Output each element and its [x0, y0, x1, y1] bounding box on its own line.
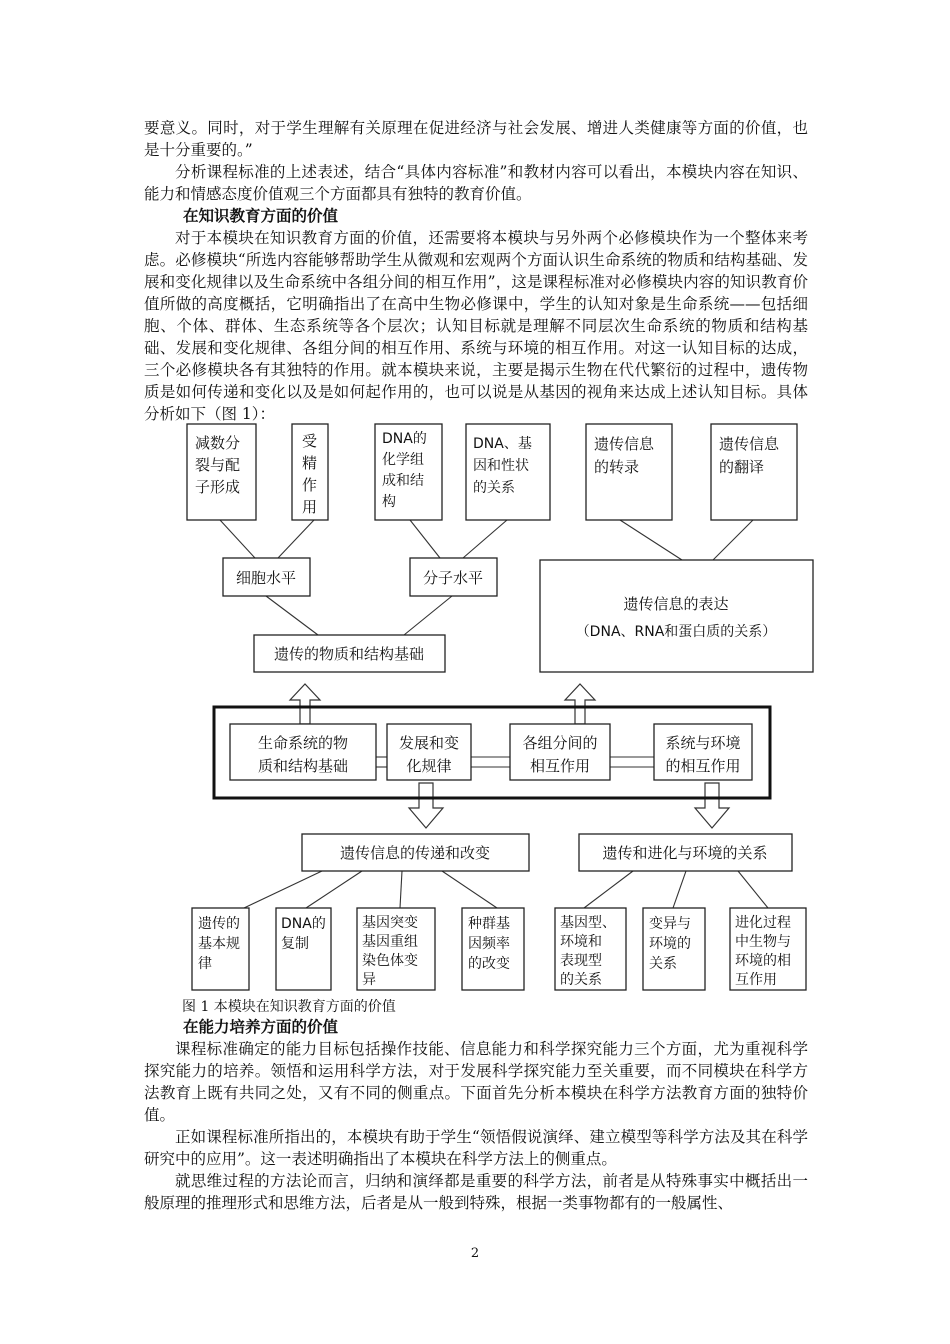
svg-text:减数分: 减数分 [195, 434, 241, 452]
svg-text:子形成: 子形成 [195, 478, 241, 496]
svg-text:基因突变: 基因突变 [362, 915, 418, 931]
svg-text:基因型、: 基因型、 [560, 915, 616, 931]
leaf-translation [711, 424, 797, 520]
leaf-mutation [357, 908, 435, 990]
material-basis-box [254, 635, 445, 672]
leaf-variation-environment [643, 908, 705, 990]
svg-text:裂与配: 裂与配 [195, 456, 241, 474]
paragraph-knowledge: 对于本模块在知识教育方面的价值，还需要将本模块与另外两个必修模块作为一个整体来考虑。必修模块“所选内容能够帮助学生从微观和宏观两个方面认识生命系统的物质和结构基础、发展和变化规律以及生命系统中各组分间的相互作用”，这是课程标准对必修模块内容的知识教育价值所做的高度概括，它明确指出了在高中生物必修课中，学生的认知对象是生命系统——包括细胞、个体、群体、生态系统等各个层次；认知目标就是理解不同层次生命系统的物质和结构基础、发展和变化规律、各组分间的相互作用、系统与环境的相互作用。对这一认知目标的达成，三个必修模块各有其独特的作用。就本模块来说，主要是揭示生物在代代繁衍的过程中，遗传物质是如何传递和变化以及是如何起作用的，也可以说是从基因的视角来达成上述认知目标。具体分析如下（图 1）： [144, 229, 808, 423]
svg-text:化学组: 化学组 [382, 452, 424, 468]
svg-text:化规律: 化规律 [406, 757, 452, 775]
leaf-evolution-interaction [730, 908, 806, 990]
svg-text:基因重组: 基因重组 [362, 934, 418, 950]
leaf-meiosis [187, 424, 256, 520]
svg-text:染色体变: 染色体变 [362, 953, 418, 969]
svg-text:分子水平: 分子水平 [422, 569, 484, 587]
svg-text:遗传的物质和结构基础: 遗传的物质和结构基础 [273, 645, 425, 663]
svg-text:（DNA、RNA和蛋白质的关系）: （DNA、RNA和蛋白质的关系） [575, 624, 777, 640]
svg-text:的相互作用: 的相互作用 [665, 757, 741, 775]
svg-text:变异与: 变异与 [649, 916, 691, 932]
transmission-box [302, 834, 529, 871]
cell-level-box [223, 558, 310, 596]
svg-text:系统与环境: 系统与环境 [665, 734, 741, 752]
svg-text:环境的相: 环境的相 [735, 953, 791, 969]
svg-text:表现型: 表现型 [560, 953, 602, 969]
svg-text:遗传信息: 遗传信息 [594, 435, 655, 453]
svg-text:各组分间的: 各组分间的 [522, 734, 598, 752]
center-development-change [387, 724, 471, 780]
svg-text:DNA、基: DNA、基 [473, 436, 532, 452]
expression-box [540, 560, 813, 672]
center-interaction [510, 724, 610, 780]
svg-text:中生物与: 中生物与 [735, 934, 791, 950]
paragraph-ability: 课程标准确定的能力目标包括操作技能、信息能力和科学探究能力三个方面，尤为重视科学探究能力的培养。领悟和运用科学方法，对于发展科学探究能力至关重要，而不同模块在科学方法教育上既有共同之处，又有不同的侧重点。下面首先分析本模块在科学方法教育方面的独特价值。 [144, 1040, 808, 1124]
svg-text:异: 异 [362, 972, 376, 988]
svg-text:环境的: 环境的 [649, 936, 691, 952]
leaf-gene-frequency [462, 908, 524, 990]
svg-text:互作用: 互作用 [735, 972, 777, 988]
leaf-fertilization [292, 424, 328, 520]
page-number: 2 [470, 1246, 480, 1261]
svg-text:遗传信息: 遗传信息 [719, 435, 780, 453]
svg-text:发展和变: 发展和变 [398, 734, 460, 752]
svg-text:的翻译: 的翻译 [719, 458, 765, 476]
figure-caption: 图 1 本模块在知识教育方面的价值 [182, 999, 396, 1015]
svg-text:遗传信息的表达: 遗传信息的表达 [623, 595, 729, 613]
svg-text:作: 作 [302, 476, 318, 494]
down-arrow-evolution [695, 783, 729, 828]
paragraph-analysis: 分析课程标准的上述表述，结合“具体内容标准”和教材内容可以看出，本模块内容在知识、能力和情感态度价值观三个方面都具有独特的教育价值。 [144, 163, 808, 203]
svg-text:DNA的: DNA的 [382, 431, 427, 447]
svg-text:进化过程: 进化过程 [735, 915, 791, 931]
paragraph-continuation: 要意义。同时，对于学生理解有关原理在促进经济与社会发展、增进人类健康等方面的价值，也是十分重要的。” [144, 119, 808, 159]
paragraph-standard-quote: 正如课程标准所指出的，本模块有助于学生“领悟假说演绎、建立模型等科学方法及其在科学研究中的应用”。这一表述明确指出了本模块在科学方法上的侧重点。 [144, 1128, 808, 1168]
svg-text:遗传和进化与环境的关系: 遗传和进化与环境的关系 [602, 844, 768, 862]
svg-text:因频率: 因频率 [468, 936, 510, 952]
svg-text:复制: 复制 [281, 936, 309, 952]
up-arrow-expression [565, 684, 595, 724]
svg-text:用: 用 [302, 498, 318, 516]
svg-text:律: 律 [198, 956, 212, 972]
molecular-level-box [410, 558, 497, 596]
svg-text:关系: 关系 [649, 956, 677, 972]
svg-text:的改变: 的改变 [468, 956, 510, 972]
svg-text:生命系统的物: 生命系统的物 [257, 734, 349, 752]
svg-text:DNA的: DNA的 [281, 916, 326, 932]
leaf-genotype-phenotype [555, 908, 626, 990]
up-arrow-material [290, 684, 320, 724]
heading-ability-value: 在能力培养方面的价值 [183, 1017, 339, 1036]
down-arrow-transmission [409, 783, 443, 828]
svg-text:质和结构基础: 质和结构基础 [257, 757, 349, 775]
leaf-dna-structure [375, 424, 442, 520]
svg-text:种群基: 种群基 [468, 916, 510, 932]
svg-text:遗传信息的传递和改变: 遗传信息的传递和改变 [339, 844, 491, 862]
center-material-structure [230, 724, 376, 780]
svg-text:精: 精 [302, 454, 318, 472]
leaf-transcription [586, 424, 672, 520]
center-environment-interaction [654, 724, 752, 780]
svg-text:成和结: 成和结 [382, 473, 424, 489]
svg-text:遗传的: 遗传的 [198, 916, 240, 932]
paragraph-induction-deduction: 就思维过程的方法论而言，归纳和演绎都是重要的科学方法，前者是从特殊事实中概括出一般原理的推理形式和思维方法，后者是从一般到特殊，根据一类事物都有的一般属性、 [144, 1172, 808, 1212]
leaf-basic-laws [192, 908, 249, 990]
evolution-box [579, 834, 792, 871]
svg-text:受: 受 [302, 432, 318, 450]
svg-text:构: 构 [382, 494, 396, 510]
svg-text:相互作用: 相互作用 [529, 757, 591, 775]
svg-text:的关系: 的关系 [473, 480, 515, 496]
heading-knowledge-value: 在知识教育方面的价值 [183, 206, 339, 225]
svg-text:基本规: 基本规 [198, 936, 240, 952]
svg-text:因和性状: 因和性状 [473, 458, 529, 474]
leaf-dna-replication [276, 908, 331, 990]
svg-text:细胞水平: 细胞水平 [235, 569, 297, 587]
leaf-dna-gene-trait [466, 424, 550, 520]
svg-text:的关系: 的关系 [560, 972, 602, 988]
svg-text:环境和: 环境和 [560, 934, 602, 950]
svg-text:的转录: 的转录 [594, 458, 640, 476]
